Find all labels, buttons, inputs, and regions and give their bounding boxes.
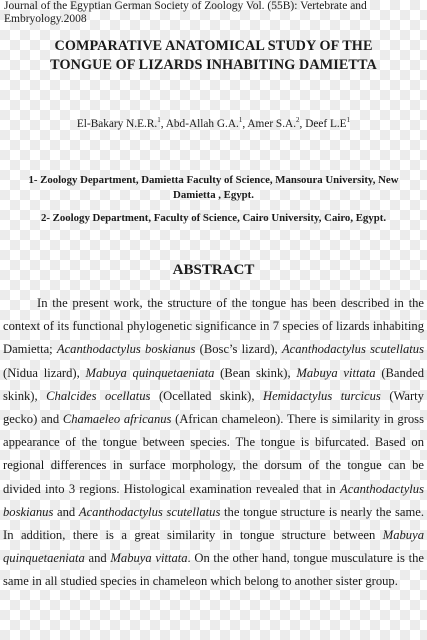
species-name: Acanthodactylus boskianus [3, 481, 424, 519]
affiliation-1-line-1: 1- Zoology Department, Damietta Faculty of Science, Mansoura University, New [28, 174, 399, 186]
abstract-text: (African chameleon). There is similarity in gross appearance of the tongue between species. The tongue is bifurcated. Based on regional differences in surface morphology, the dorsum of the tongue can be divided into 3 regions. Histological examination revealed that in [3, 412, 424, 496]
author-name: El-Bakary N.E.R. [76, 117, 158, 130]
abstract-body [3, 292, 424, 594]
author-list: El-Bakary N.E.R.$^1$, Abd-Allah G.A.$^1$, Amer S.A.$^2$, Deef $L.E^1$ [76, 116, 351, 130]
author-affiliation-mark: 1 [157, 116, 161, 124]
author-name: Deef L.E [305, 117, 347, 130]
species-name: Hemidactylus turcicus [262, 388, 381, 403]
affiliation-2: 2- Zoology Department, Faculty of Science, Cairo University, Cairo, Egypt. [40, 212, 387, 224]
abstract-paragraph [3, 292, 424, 594]
abstract-text: In the present work, the structure of the tongue has been described in the context of its functional phylogenetic significance in 7 species of lizards inhabiting Damietta; [3, 296, 424, 357]
abstract-text: (Bosc’s lizard), [195, 342, 282, 357]
species-name: Chalcides ocellatus [46, 388, 151, 403]
species-name: Chamaeleo africanus [62, 412, 172, 427]
species-name: Mabuya vittata [296, 365, 376, 380]
abstract-text: (Bean skink), [214, 365, 297, 380]
abstract-text: (Banded skink), [3, 365, 424, 403]
species-name: Mabuya quinquetaeniata [85, 365, 215, 380]
author-name: Amer S.A. [247, 117, 297, 130]
journal-citation [4, 0, 404, 26]
abstract-text: (Nidua lizard), [3, 365, 86, 380]
title-line-1: COMPARATIVE ANATOMICAL STUDY OF THE [54, 38, 373, 54]
abstract-text: (Warty gecko) and [3, 388, 424, 427]
abstract-text: (Ocellated skink), [150, 388, 263, 403]
author-affiliation-mark: 2 [296, 116, 300, 124]
species-name: Acanthodactylus boskianus [56, 342, 196, 357]
abstract-text: and [53, 504, 79, 519]
abstract-text: and [84, 551, 111, 566]
species-name: Mabuya quinquetaeniata [3, 528, 424, 566]
affiliation-1 [16, 173, 411, 203]
journal-line-2: Embryology.2008 [4, 13, 87, 25]
author-name: Abd-Allah G.A. [165, 117, 239, 130]
species-name: Acanthodactylus scutellatus [78, 504, 221, 519]
journal-line-1: Journal of the Egyptian German Society of Zoology Vol. (55B): Vertebrate and [4, 0, 367, 12]
abstract-text: . On the other hand, tongue musculature is the same in all studied species in chameleon which belong to another sister group. [3, 551, 424, 589]
abstract-heading: ABSTRACT [172, 262, 255, 278]
author-affiliation-mark: 1 [238, 116, 243, 124]
species-name: Acanthodactylus scutellatus [281, 342, 424, 357]
species-name: Mabuya vittata [110, 551, 188, 566]
title-line-2: TONGUE OF LIZARDS INHABITING DAMIETTA [50, 57, 377, 73]
abstract-text: the tongue structure is nearly the same. In addition, there is a great similarity in tongue structure between [3, 504, 424, 543]
paper-title [0, 37, 427, 75]
affiliation-1-line-2: Damietta , Egypt. [173, 189, 254, 201]
author-affiliation-mark: 1 [346, 116, 351, 124]
